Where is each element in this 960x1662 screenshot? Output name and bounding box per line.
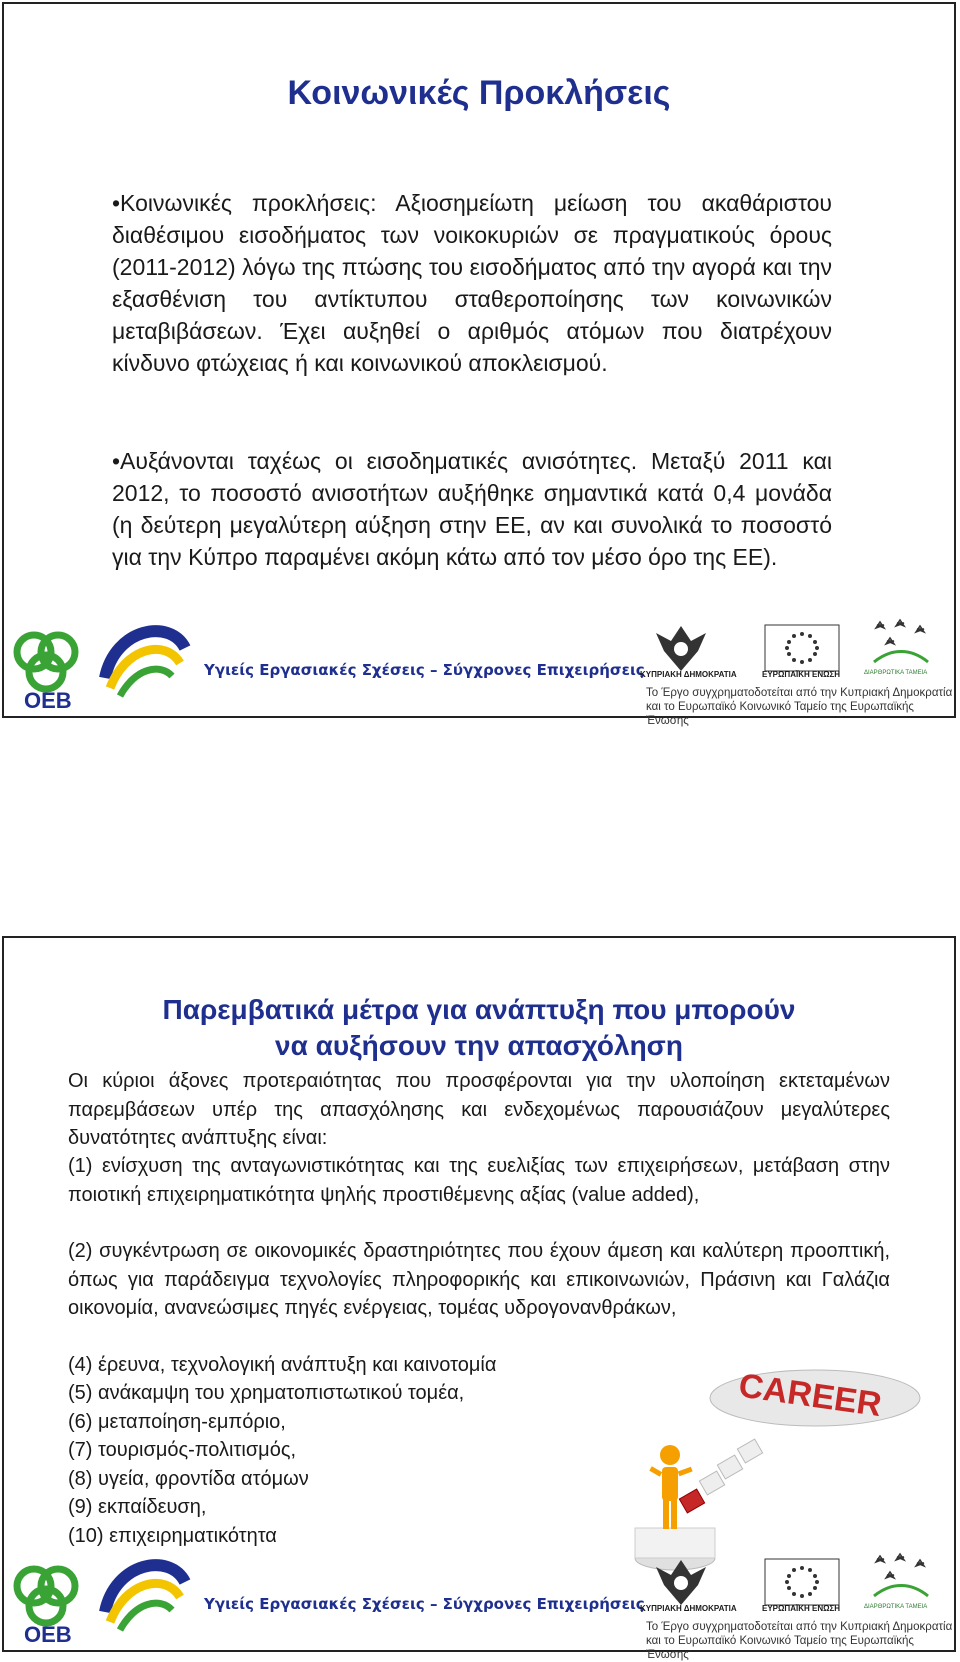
eu-label: ΕΥΡΩΠΑΪΚΗ ΕΝΩΣΗ xyxy=(762,1604,841,1613)
cyprus-emblem-icon xyxy=(646,621,716,676)
swirl-logo-icon xyxy=(100,618,190,698)
structural-funds-logo-icon xyxy=(866,1552,936,1604)
list-item: (5) ανάκαμψη του χρηματοπιστωτικού τομέα, xyxy=(68,1382,465,1404)
bullet-paragraph: •Κοινωνικές προκλήσεις: Αξιοσημείωτη μείωση του ακαθάριστου διαθέσιμου εισοδήματος των νοικοκυριών σε πραγματικούς όρους (2011-2012) λόγω της πτώσης του εισοδήματος από την αγορά και την εξασθένιση του αντίκτυπου σταθεροποίησης των κοινωνικών μεταβιβάσεων. Έχει αυξηθεί ο αριθμός ατόμων που διατρέχουν κίνδυνο φτώχειας ή και κοινωνικού αποκλεισμού. xyxy=(112,190,832,376)
title-line-2: να αυξήσουν την απασχόληση xyxy=(275,1030,683,1061)
oeb-logo-text: ΟΕΒ xyxy=(24,1622,72,1647)
title-line-1: Παρεμβατικά μέτρα για ανάπτυξη που μπορούν xyxy=(162,994,796,1025)
career-text: CAREER xyxy=(736,1366,884,1425)
eu-label: ΕΥΡΩΠΑΪΚΗ ΕΝΩΣΗ xyxy=(762,670,841,679)
intro-paragraph: Οι κύριοι άξονες προτεραιότητας που προσφέρονται για την υλοποίηση εκτεταμένων παρεμβάσεων υπέρ της απασχόλησης και ενδεχομένως παρουσιάζουν μεγαλύτερες δυνατότητες ανάπτυξης είναι: xyxy=(68,1070,890,1149)
oeb-logo-text: ΟΕΒ xyxy=(24,688,72,713)
list-item: (2) συγκέντρωση σε οικονομικές δραστηριότητες που έχουν άμεση και καλύτερη προοπτική, όπως για παράδειγμα τεχνολογίες πληροφορικής και επικοινωνιών, Πράσινη και Γαλάζια οικονομία, ανανεώσιμες πηγές ενέργειας, τομέας υδρογονανθράκων, xyxy=(68,1240,890,1319)
slide-footer xyxy=(4,616,954,727)
slide-2 xyxy=(2,936,956,1661)
cyprus-label: ΚΥΠΡΙΑΚΗ ΔΗΜΟΚΡΑΤΙΑ xyxy=(640,670,737,679)
cyprus-emblem-icon xyxy=(646,1555,716,1610)
list-item: (1) ενίσχυση της ανταγωνιστικότητας και της ευελιξίας των επιχειρήσεων, μετάβαση στην ποιοτική επιχειρηματικότητα ψηλής προστιθέμενης αξίας (value added), xyxy=(68,1155,890,1206)
cofunding-notice: Το Έργο συγχρηματοδοτείται από την Κυπριακή Δημοκρατία και το Ευρωπαϊκό Κοινωνικό Ταμείο της Ευρωπαϊκής Ένωσης xyxy=(646,687,953,727)
list-item: (9) εκπαίδευση, xyxy=(68,1496,207,1518)
eu-flag-icon xyxy=(764,624,840,672)
structural-funds-label: ΔΙΑΡΘΡΩΤΙΚΑ ΤΑΜΕΙΑ xyxy=(864,1604,928,1610)
list-item: (10) επιχειρηματικότητα xyxy=(68,1525,277,1547)
career-illustration xyxy=(630,1343,930,1583)
footer-tagline: Υγιείς Εργασιακές Σχέσεις – Σύγχρονες Επιχειρήσεις xyxy=(204,1595,645,1613)
list-item: (4) έρευνα, τεχνολογική ανάπτυξη και καινοτομία xyxy=(68,1354,497,1376)
bullet-paragraph: •Αυξάνονται ταχέως οι εισοδηματικές ανισότητες. Μεταξύ 2011 και 2012, το ποσοστό ανισοτήτων αυξήθηκε σημαντικά κατά 0,4 μονάδα (η δεύτερη μεγαλύτερη αύξηση στην ΕΕ, αν και συνολικά το ποσοστό για την Κύπρο παραμένει ακόμη κάτω από τον μέσο όρο της ΕΕ). xyxy=(112,448,832,570)
cofunding-notice: Το Έργο συγχρηματοδοτείται από την Κυπριακή Δημοκρατία και το Ευρωπαϊκό Κοινωνικό Ταμείο της Ευρωπαϊκής Ένωσης xyxy=(646,1621,953,1661)
eu-flag-icon xyxy=(764,1558,840,1606)
slide-footer xyxy=(4,1550,954,1661)
cyprus-label: ΚΥΠΡΙΑΚΗ ΔΗΜΟΚΡΑΤΙΑ xyxy=(640,1604,737,1613)
list-item: (7) τουρισμός-πολιτισμός, xyxy=(68,1439,297,1461)
list-item: (6) μεταποίηση-εμπόριο, xyxy=(68,1411,286,1433)
footer-tagline: Υγιείς Εργασιακές Σχέσεις – Σύγχρονες Επιχειρήσεις xyxy=(204,661,645,679)
slide-title: Κοινωνικές Προκλήσεις xyxy=(287,74,671,112)
slide-title xyxy=(4,992,954,1064)
slide-1 xyxy=(2,2,956,727)
structural-funds-logo-icon xyxy=(866,618,936,670)
swirl-logo-icon xyxy=(100,1552,190,1632)
structural-funds-label: ΔΙΑΡΘΡΩΤΙΚΑ ΤΑΜΕΙΑ xyxy=(864,670,928,676)
list-item: (8) υγεία, φροντίδα ατόμων xyxy=(68,1468,309,1490)
